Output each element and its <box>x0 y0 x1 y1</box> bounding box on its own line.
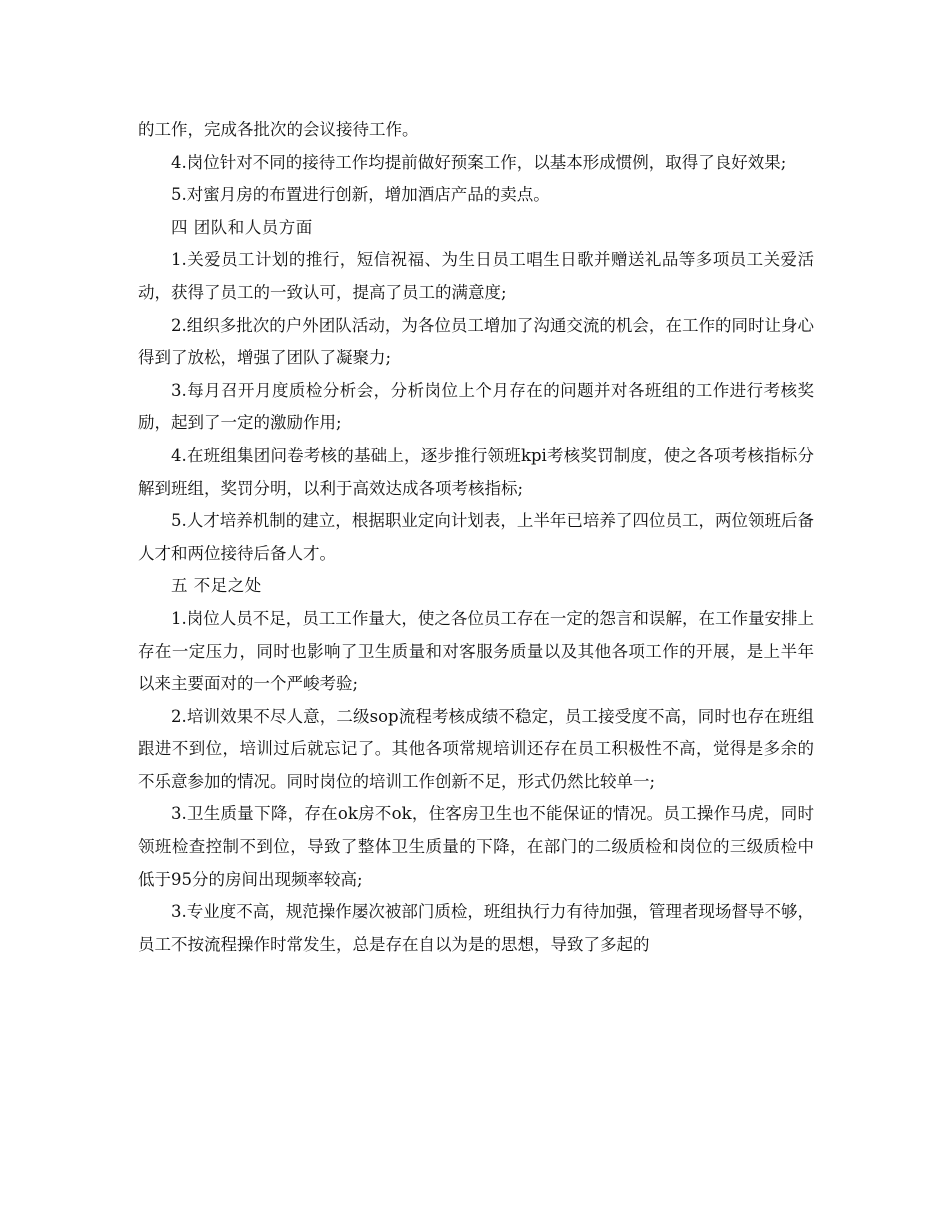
list-item-reception-plan: 4.岗位针对不同的接待工作均提前做好预案工作，以基本形成惯例，取得了良好效果; <box>171 152 787 172</box>
section-heading-shortcomings: 五 不足之处 <box>171 576 262 596</box>
document-body <box>138 114 814 961</box>
paragraph-continuation: 的工作，完成各批次的会议接待工作。 <box>138 120 419 139</box>
list-item-kpi-system: 4.在班组集团问卷考核的基础上，逐步推行领班kpi考核奖罚制度，使之各项考核指标分解到班组，奖罚分明，以利于高效达成各项考核指标; <box>138 445 814 498</box>
list-item-talent-training: 5.人才培养机制的建立，根据职业定向计划表，上半年已培养了四位员工，两位领班后备人才和两位接待后备人才。 <box>138 511 814 563</box>
list-item-professionalism: 3.专业度不高，规范操作屡次被部门质检，班组执行力有待加强，管理者现场督导不够，员工不按流程操作时常发生，总是存在自以为是的思想，导致了多起的 <box>138 902 814 954</box>
list-item-honeymoon-room: 5.对蜜月房的布置进行创新，增加酒店产品的卖点。 <box>171 185 550 205</box>
list-item-staff-shortage: 1.岗位人员不足，员工工作量大，使之各位员工存在一定的怨言和误解，在工作量安排上存在一定压力，同时也影响了卫生质量和对客服务质量以及其他各项工作的开展，是上半年以来主要面对的一个严峻考验; <box>138 608 814 694</box>
list-item-monthly-meeting: 3.每月召开月度质检分析会，分析岗位上个月存在的问题并对各班组的工作进行考核奖励，起到了一定的激励作用; <box>138 380 814 433</box>
list-item-staff-care: 1.关爱员工计划的推行，短信祝福、为生日员工唱生日歌并赠送礼品等多项员工关爱活动，获得了员工的一致认可，提高了员工的满意度; <box>138 250 814 302</box>
list-item-training-effect: 2.培训效果不尽人意，二级sop流程考核成绩不稳定，员工接受度不高，同时也存在班组跟进不到位，培训过后就忘记了。其他各项常规培训还存在员工积极性不高，觉得是多余的不乐意参加的情况。同时岗位的培训工作创新不足，形式仍然比较单一; <box>138 706 814 791</box>
list-item-outdoor-activity: 2.组织多批次的户外团队活动，为各位员工增加了沟通交流的机会，在工作的同时让身心得到了放松，增强了团队了凝聚力; <box>138 315 814 368</box>
section-heading-team: 四 团队和人员方面 <box>171 217 313 237</box>
list-item-hygiene-quality: 3.卫生质量下降，存在ok房不ok，住客房卫生也不能保证的情况。员工操作马虎，同时领班检查控制不到位，导致了整体卫生质量的下降，在部门的二级质检和岗位的三级质检中低于95分的房间出现频率较高; <box>138 804 814 889</box>
